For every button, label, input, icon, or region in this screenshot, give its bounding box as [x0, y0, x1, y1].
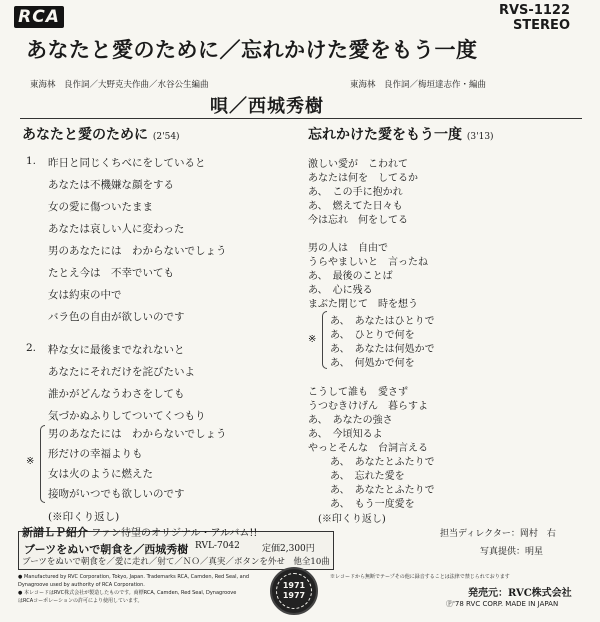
- lyric-line: こうして誰も 愛さず: [308, 387, 408, 398]
- lyric-line: うらやましいと 言ったね: [308, 257, 428, 268]
- copyright-line: Ⓟ'78 RVC CORP. MADE IN JAPAN: [446, 600, 559, 608]
- lyric-line: あなたは不機嫌な顔をする: [48, 179, 174, 191]
- song-a-title-row: [22, 124, 180, 144]
- badge-year-start: 1971: [282, 581, 306, 590]
- lyric-line: あ、 この手に抱かれ: [308, 187, 403, 198]
- lyric-line: あなたは哀しい人に変わった: [48, 223, 185, 235]
- lyric-line: あ、 あなたは何処かで: [330, 344, 435, 355]
- fine-print-line: ● Manufactured by RVC Corporation, Tokyo, Japan. Trademarks RCA, Camden, Red Seal, and: [18, 574, 250, 580]
- lyric-line: 形だけの幸福よりも: [48, 448, 143, 460]
- badge-inner: [276, 573, 312, 609]
- lyric-line: あなたにそれだけを詫びたいよ: [48, 366, 195, 378]
- catalog-number: RVS-1122: [498, 3, 570, 18]
- title-side-b: 忘れかけた愛をもう一度: [241, 37, 478, 62]
- repeat-note: (※印くり返し): [318, 514, 386, 525]
- lyric-line: 接吻がいつでも欲しいのです: [48, 488, 185, 500]
- lyric-line: あ、 忘れた愛を: [330, 471, 405, 482]
- lyric-line: あ、 あなたとふたりで: [330, 457, 435, 468]
- lyric-line: まぶた閉じて 時を想う: [308, 299, 418, 310]
- lyric-line: たとえ今は 不幸でいても: [48, 267, 174, 279]
- director-credit: 担当ディレクター：岡村 右: [440, 529, 556, 539]
- lyric-line: あ、 あなたはひとりで: [330, 316, 435, 327]
- manufacturer-fine-print: [18, 573, 249, 605]
- fine-print-line: Dynagroove used by authority of RCA Corporation.: [18, 582, 145, 588]
- chorus-bracket: [40, 425, 45, 503]
- lyric-line: あ、 最後のことば: [308, 271, 393, 282]
- song-a-verse2-number: 2.: [26, 342, 37, 354]
- promo-heading-row: [22, 524, 257, 540]
- fine-print-line: はRCAコーポレーションの許可により使用しています。: [18, 598, 143, 604]
- stereo-label: STEREO: [512, 18, 570, 33]
- promo-heading: 新譜ＬＰ紹介: [22, 526, 88, 539]
- singer-name: 唄／西城秀樹: [210, 96, 324, 117]
- lyric-line: あ、 あなたの強さ: [308, 415, 393, 426]
- lyric-line: あ、 ひとりで何を: [330, 330, 415, 341]
- divider-top: [20, 118, 582, 119]
- record-titles: [26, 34, 586, 64]
- lyric-line: 男のあなたには わからないでしょう: [48, 428, 227, 440]
- lyric-line: あ、 何処かで何を: [330, 358, 415, 369]
- chorus-mark: ※: [26, 456, 35, 467]
- title-side-a: あなたと愛のために: [26, 37, 220, 62]
- promo-album: ブーツをぬいで朝食を／西城秀樹: [24, 543, 189, 556]
- rca-logo: RCA: [14, 6, 64, 28]
- lyric-line: 女は約束の中で: [48, 289, 122, 301]
- credit-side-b: 東海林 良作詞／梅垣達志作・編曲: [350, 80, 487, 90]
- promo-price: 定価2,300円: [262, 544, 315, 554]
- lyric-line: 女の愛に傷ついたまま: [48, 201, 153, 213]
- lyric-line: 今は忘れ 何をしてる: [308, 215, 408, 226]
- lyric-line: 誰かがどんなうわさをしても: [48, 388, 185, 400]
- lyric-line: あ、 もう一度愛を: [330, 499, 415, 510]
- photo-credit: 写真提供：明星: [480, 547, 544, 557]
- title-separator: ／: [219, 37, 241, 62]
- lyric-line: 粋な女に最後までなれないと: [48, 344, 185, 356]
- credit-side-a: 東海林 良作詞／大野克夫作曲／水谷公生編曲: [30, 80, 209, 90]
- promo-tracks: ブーツをぬいで朝食を／愛に走れ／射て／ＮＯ／真実／ボタンを外せ 他全10曲: [22, 557, 330, 567]
- lyric-line: 激しい愛が こわれて: [308, 159, 408, 170]
- chorus-mark: ※: [308, 334, 317, 345]
- lyric-line: やっとそんな 台詞言える: [308, 443, 428, 454]
- chorus-bracket: [322, 311, 327, 369]
- song-b-duration: (3'13): [466, 132, 494, 142]
- song-b-title-row: [308, 124, 494, 144]
- badge-year-end: 1977: [282, 591, 306, 600]
- song-b-title: 忘れかけた愛をもう一度: [308, 127, 462, 143]
- fine-print-line: ● 本レコードはRVC株式会社が製造したものです。商標RCA, Camden, Red Seal, Dynagroove: [18, 590, 237, 596]
- lyric-line: 女は火のように燃えた: [48, 468, 153, 480]
- lyric-line: 昨日と同じくちべにをしていると: [48, 157, 206, 169]
- lyric-line: あなたは何を してるか: [308, 173, 418, 184]
- song-a-verse1-number: 1.: [26, 155, 37, 167]
- lyric-line: あ、 心に残る: [308, 285, 373, 296]
- lyric-line: 男の人は 自由で: [308, 243, 388, 254]
- lyric-line: 気づかぬふりしてついてくつもり: [48, 410, 206, 422]
- lyric-line: うつむきけげん 暮らすよ: [308, 401, 428, 412]
- promo-catalog: RVL-7042: [195, 541, 240, 551]
- repeat-note: (※印くり返し): [48, 511, 120, 523]
- lyric-line: バラ色の自由が欲しいのです: [48, 311, 185, 323]
- publisher: 発売元：RVC株式会社: [468, 588, 572, 599]
- lyric-line: あ、 あなたとふたりで: [330, 485, 435, 496]
- promo-tagline: ファン待望のオリジナル・アルバム!!: [91, 528, 258, 539]
- anniversary-badge: [270, 567, 318, 615]
- lyric-line: あ、 今頃知るよ: [308, 429, 383, 440]
- catalog-block: [499, 3, 570, 33]
- copy-warning: ※レコードから無断でテープその他に録音することは法律で禁じられております: [330, 574, 510, 580]
- lyric-line: あ、 燃えてた日々も: [308, 201, 403, 212]
- song-a-title: あなたと愛のために: [22, 127, 148, 143]
- lyric-line: 男のあなたには わからないでしょう: [48, 245, 227, 257]
- song-a-duration: (2'54): [152, 132, 180, 142]
